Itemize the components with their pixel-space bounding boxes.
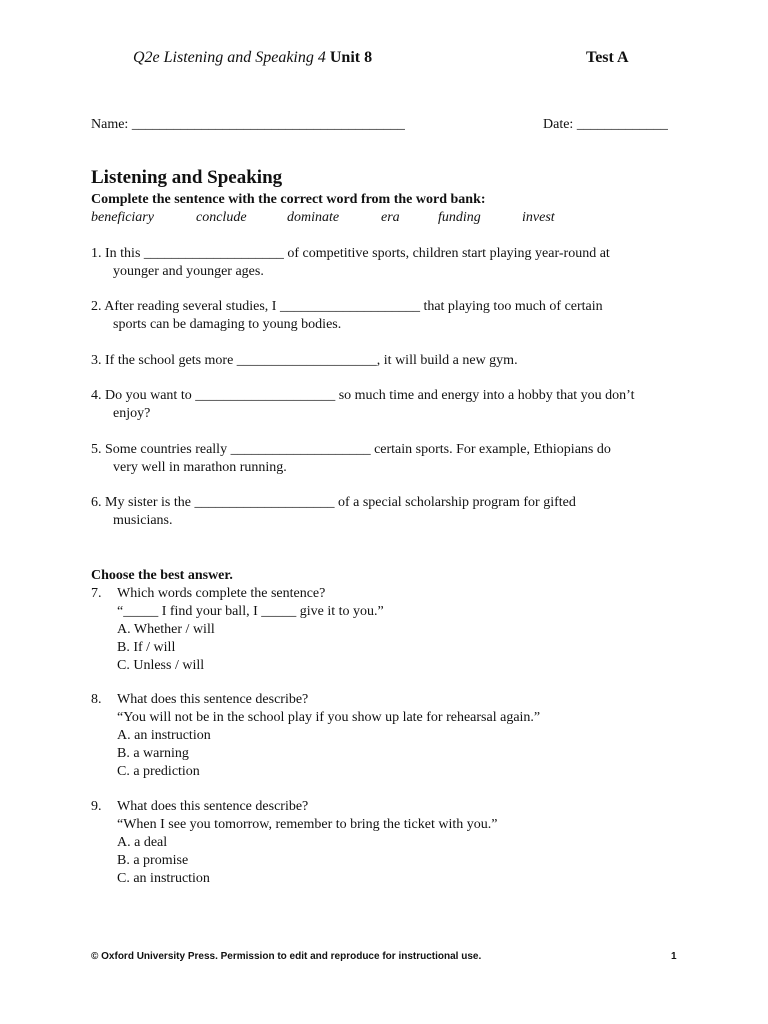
question-prompt: What does this sentence describe? <box>117 799 309 814</box>
name-field: Name: _______________________________________ <box>91 117 405 132</box>
question-text: 4. Do you want to ____________________ so much time and energy into a hobby that you don’t <box>91 388 635 403</box>
question-continuation: musicians. <box>113 513 173 528</box>
fill-question <box>91 441 691 477</box>
word-bank-item: invest <box>522 210 555 225</box>
word-bank-item: conclude <box>196 210 247 225</box>
word-bank-item: era <box>381 210 400 225</box>
answer-option: C. a prediction <box>117 764 200 779</box>
question-continuation: sports can be damaging to young bodies. <box>113 317 342 332</box>
question-number: 9. <box>91 799 102 814</box>
fill-question <box>91 352 691 370</box>
question-text: 3. If the school gets more ____________________, it will build a new gym. <box>91 353 518 368</box>
multiple-choice-heading: Choose the best answer. <box>91 568 233 583</box>
unit-label: Unit 8 <box>325 49 373 66</box>
question-prompt: What does this sentence describe? <box>117 692 309 707</box>
question-continuation: very well in marathon running. <box>113 460 287 475</box>
question-text: 5. Some countries really ____________________ certain sports. For example, Ethiopians do <box>91 442 611 457</box>
question-continuation: enjoy? <box>113 406 151 421</box>
answer-option: B. If / will <box>117 640 176 655</box>
question-text: 6. My sister is the ____________________ of a special scholarship program for gifted <box>91 495 576 510</box>
answer-option: C. an instruction <box>117 871 210 886</box>
fill-question <box>91 298 691 334</box>
book-title: Q2e Listening and Speaking 4 <box>133 49 326 66</box>
answer-option: B. a promise <box>117 853 189 868</box>
question-quote: “_____ I find your ball, I _____ give it to you.” <box>117 604 384 619</box>
section-title: Listening and Speaking <box>91 167 283 188</box>
answer-option: A. an instruction <box>117 728 211 743</box>
date-field: Date: _____________ <box>543 117 668 132</box>
answer-option: A. a deal <box>117 835 168 850</box>
word-bank-item: funding <box>438 210 481 225</box>
question-prompt: Which words complete the sentence? <box>117 586 326 601</box>
fill-question <box>91 245 691 281</box>
question-quote: “When I see you tomorrow, remember to bring the ticket with you.” <box>117 817 498 832</box>
answer-option: A. Whether / will <box>117 622 215 637</box>
answer-option: C. Unless / will <box>117 658 205 673</box>
question-number: 8. <box>91 692 102 707</box>
question-number: 7. <box>91 586 102 601</box>
document-title <box>133 49 372 67</box>
fill-question <box>91 387 691 423</box>
test-label: Test A <box>586 49 629 66</box>
question-continuation: younger and younger ages. <box>113 264 264 279</box>
word-bank-item: beneficiary <box>91 210 154 225</box>
word-bank-item: dominate <box>287 210 340 225</box>
copyright-footer: © Oxford University Press. Permission to edit and reproduce for instructional use. <box>91 951 482 962</box>
question-text: 2. After reading several studies, I ____________________ that playing too much of certain <box>91 299 603 314</box>
question-text: 1. In this ____________________ of competitive sports, children start playing year-round at <box>91 246 610 261</box>
question-quote: “You will not be in the school play if you show up late for rehearsal again.” <box>117 710 541 725</box>
instruction: Complete the sentence with the correct word from the word bank: <box>91 192 486 207</box>
answer-option: B. a warning <box>117 746 189 761</box>
fill-question <box>91 494 691 530</box>
page-number: 1 <box>671 951 677 962</box>
word-bank <box>91 209 571 227</box>
